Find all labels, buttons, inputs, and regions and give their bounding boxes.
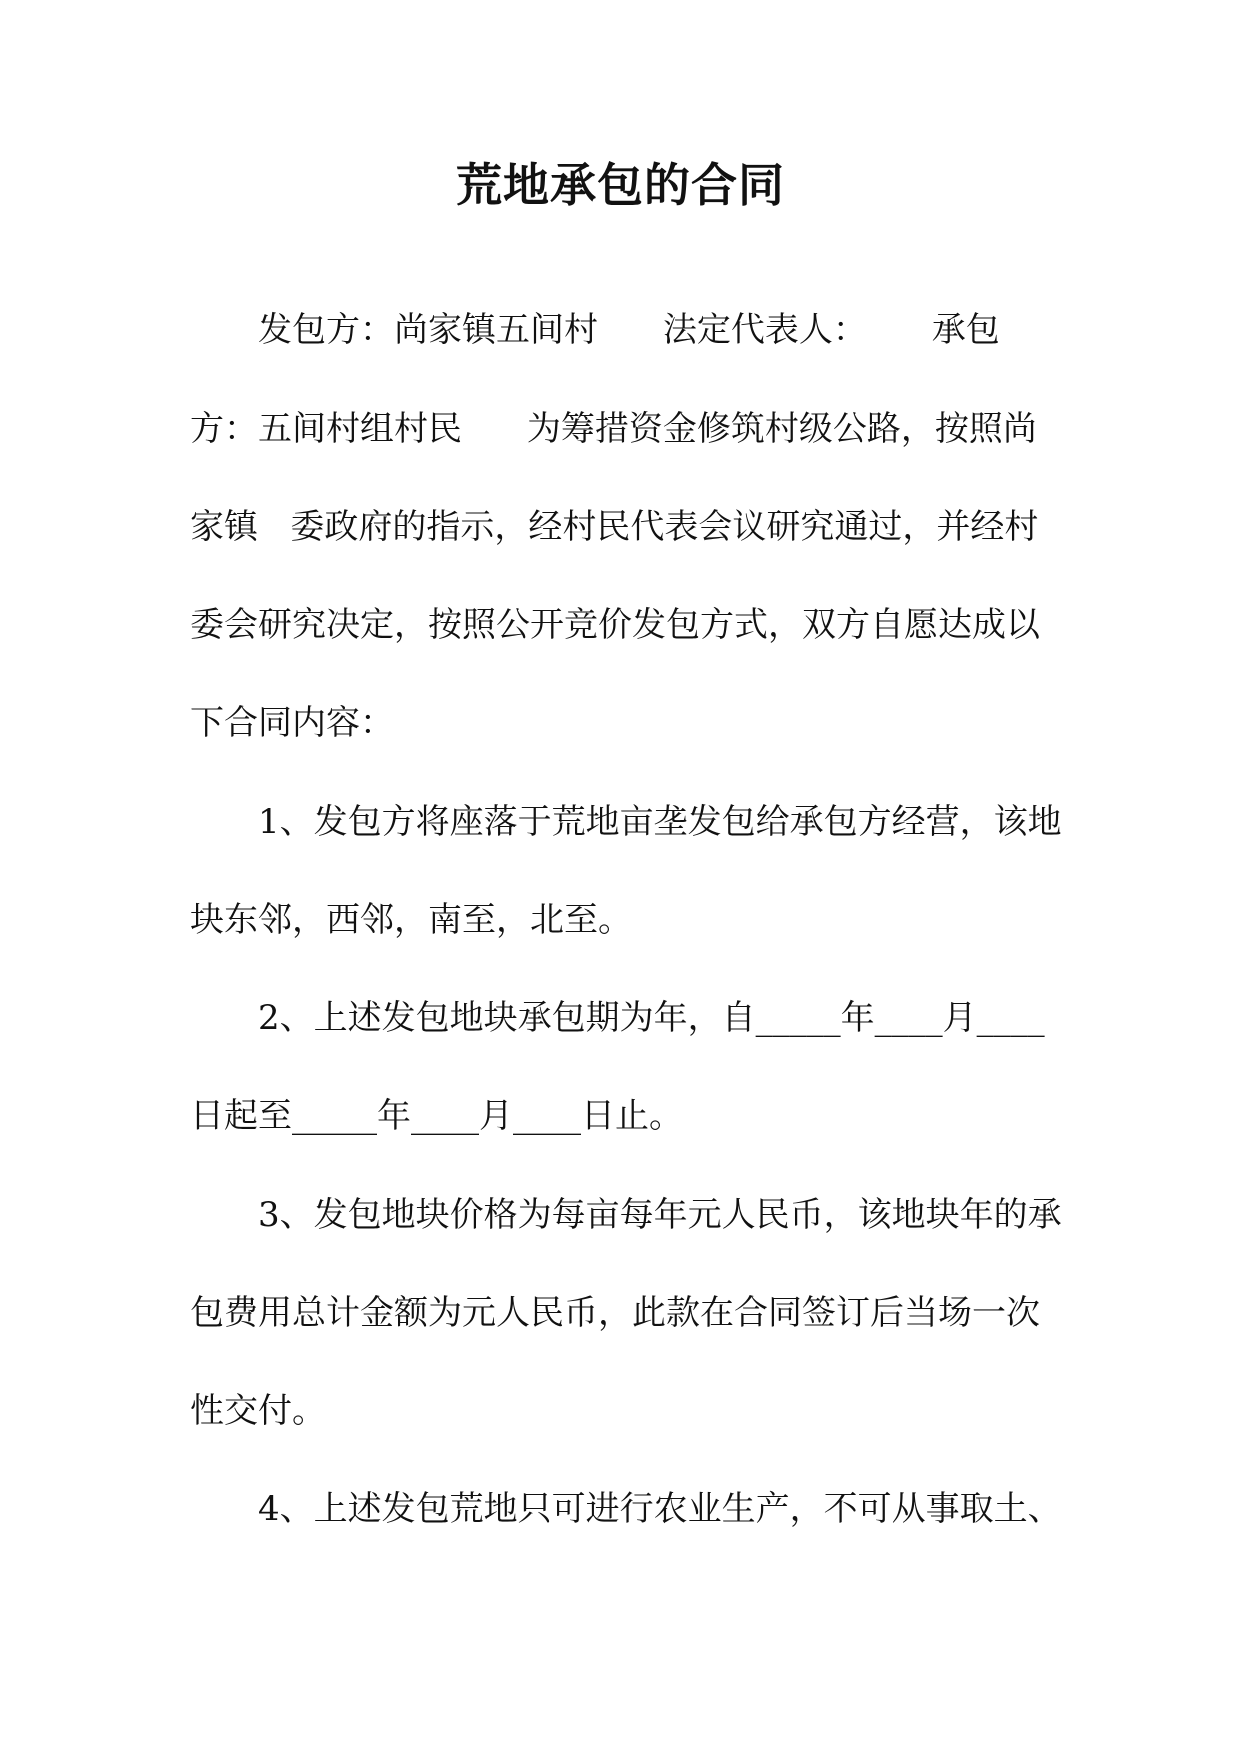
text-line: 委会研究决定，按照公开竞价发包方式，双方自愿达成以 bbox=[190, 605, 1040, 645]
text-line: 发包方：尚家镇五间村 法定代表人： 承包 bbox=[258, 310, 1000, 350]
text-line: 1、发包方将座落于荒地亩垄发包给承包方经营，该地 bbox=[258, 802, 1062, 842]
document-title: 荒地承包的合同 bbox=[456, 158, 785, 212]
text-line: 家镇 委政府的指示，经村民代表会议研究通过，并经村 bbox=[190, 507, 1039, 547]
text-line: 4、上述发包荒地只可进行农业生产，不可从事取土、 bbox=[258, 1489, 1062, 1529]
text-line: 下合同内容： bbox=[190, 703, 394, 743]
text-line: 方：五间村组村民 为筹措资金修筑村级公路，按照尚 bbox=[190, 409, 1037, 449]
text-line: 3、发包地块价格为每亩每年元人民币，该地块年的承 bbox=[258, 1195, 1062, 1235]
text-line: 性交付。 bbox=[190, 1391, 326, 1431]
text-line: 日起至_____年____月____日止。 bbox=[190, 1096, 683, 1136]
text-line: 2、上述发包地块承包期为年，自_____年____月____ bbox=[258, 998, 1045, 1038]
text-line: 块东邻，西邻，南至，北至。 bbox=[190, 900, 632, 940]
text-line: 包费用总计金额为元人民币，此款在合同签订后当场一次 bbox=[190, 1293, 1040, 1333]
